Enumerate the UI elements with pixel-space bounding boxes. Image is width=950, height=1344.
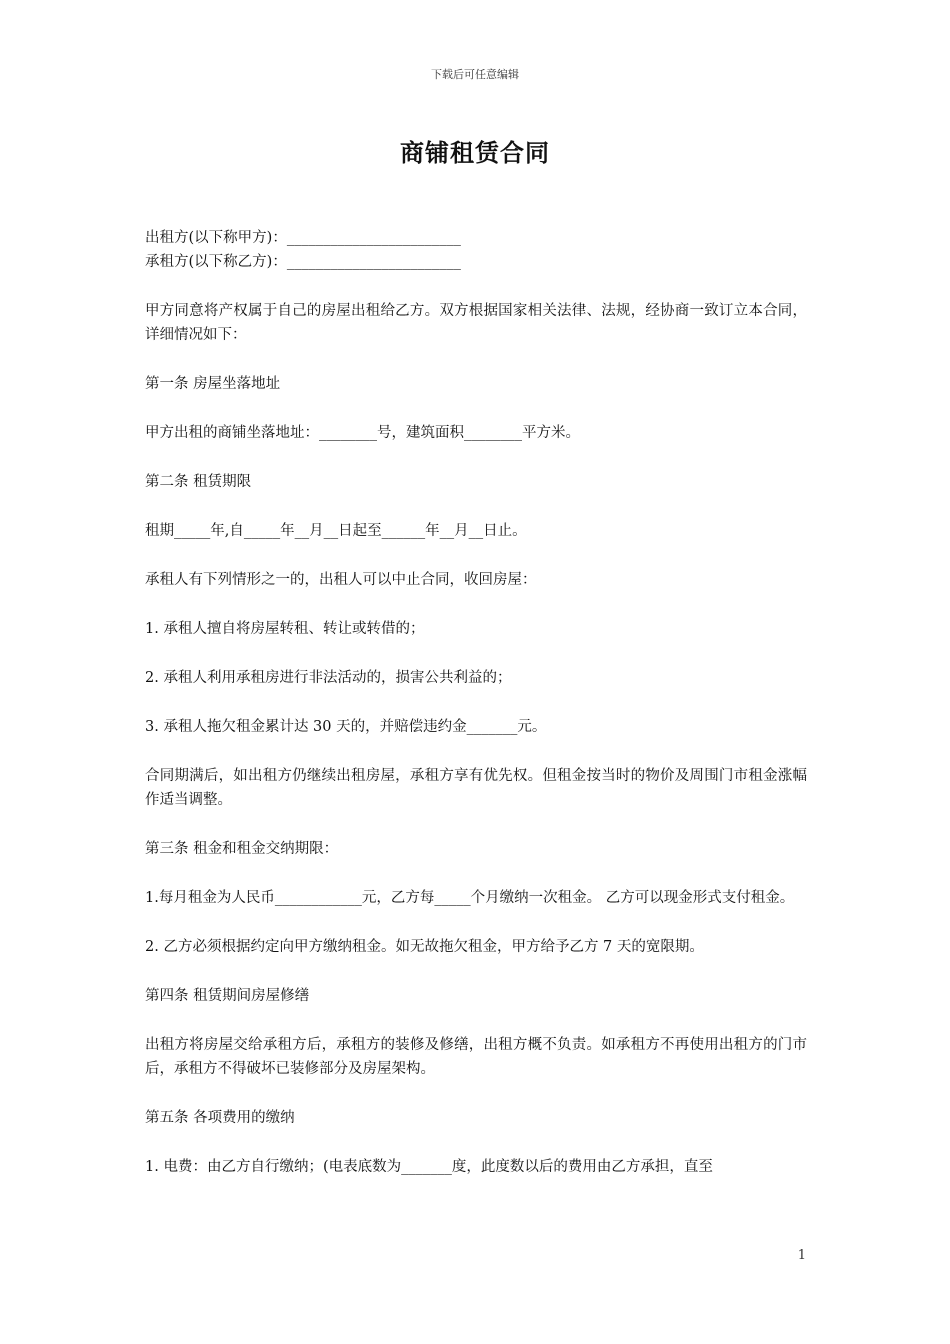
termination-item-1: 1. 承租人擅自将房屋转租、转让或转借的；	[145, 621, 425, 637]
article-1-address: 甲方出租的商铺坐落地址：________号，建筑面积________平方米。	[145, 425, 580, 441]
article-3-heading: 第三条 租金和租金交纳期限：	[145, 841, 339, 857]
rent-item-1: 1.每月租金为人民币____________元，乙方每_____个月缴纳一次租金。 乙方可以现金形式支付租金。	[145, 890, 795, 906]
termination-item-3: 3. 承租人拖欠租金累计达 30 天的，并赔偿违约金_______元。	[145, 719, 547, 735]
page-number: 1	[797, 1248, 806, 1263]
document-title: 商铺租赁合同	[400, 138, 550, 167]
header-note: 下载后可任意编辑	[431, 68, 519, 81]
article-5-heading: 第五条 各项费用的缴纳	[145, 1110, 295, 1126]
lease-term-line: 租期_____年,自_____年__月__日起至______年__月__日止。	[145, 523, 527, 539]
termination-intro: 承租人有下列情形之一的，出租人可以中止合同，收回房屋：	[145, 572, 537, 588]
intro-paragraph: 甲方同意将产权属于自己的房屋出租给乙方。双方根据国家相关法律、法规，经协商一致订立本合同，详细情况如下：	[145, 303, 807, 343]
article-2-heading: 第二条 租赁期限	[145, 474, 252, 490]
lessee-line: 承租方(以下称乙方)：________________________	[145, 254, 461, 270]
renewal-paragraph: 合同期满后，如出租方仍继续出租房屋，承租方享有优先权。但租金按当时的物价及周围门市租金涨幅作适当调整。	[145, 768, 807, 808]
repair-paragraph: 出租方将房屋交给承租方后，承租方的装修及修缮，出租方概不负责。如承租方不再使用出租方的门市后，承租方不得破坏已装修部分及房屋架构。	[145, 1037, 807, 1077]
lessor-line: 出租方(以下称甲方)：________________________	[145, 230, 461, 246]
article-4-heading: 第四条 租赁期间房屋修缮	[145, 988, 310, 1004]
article-1-heading: 第一条 房屋坐落地址	[145, 376, 281, 392]
termination-item-2: 2. 承租人利用承租房进行非法活动的，损害公共利益的；	[145, 670, 512, 686]
contract-body	[145, 226, 807, 1204]
rent-item-2: 2. 乙方必须根据约定向甲方缴纳租金。如无故拖欠租金，甲方给予乙方 7 天的宽限期。	[145, 939, 704, 955]
fee-item-1: 1. 电费：由乙方自行缴纳；(电表底数为_______度，此度数以后的费用由乙方承担，直至	[145, 1159, 713, 1175]
